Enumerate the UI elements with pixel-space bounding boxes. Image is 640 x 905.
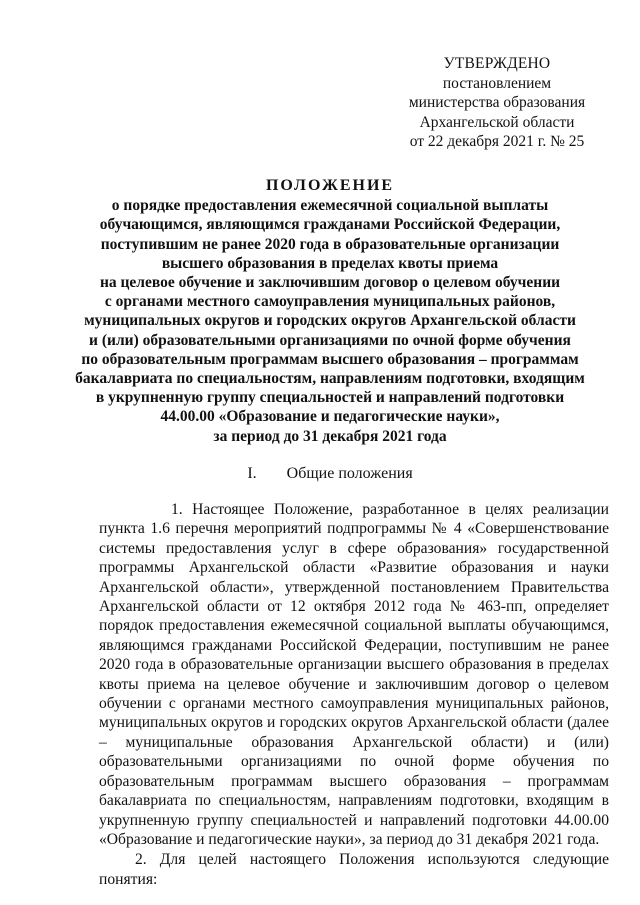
heading-line: по образовательным программам высшего образования – программам bbox=[81, 350, 579, 368]
heading-line: в укрупненную группу специальностей и направлений подготовки bbox=[95, 389, 565, 407]
approval-line: Архангельской области bbox=[419, 113, 575, 131]
document-heading bbox=[70, 176, 590, 446]
heading-line: муниципальных округов и городских округов Архангельской области bbox=[84, 312, 576, 330]
approval-title: УТВЕРЖДЕНО bbox=[443, 55, 551, 72]
paragraph-text: Настоящее Положение, разработанное в целях реализации пункта 1.6 перечня мероприятий подпрограммы № 4 «Совершенствование системы предоставления услуг в сфере образования» государственной программы Архангельской области «Развитие образования и науки Архангельской области», утвержденной постановлением Правительства Архангельской области от 12 октября 2012 года № 463-пп, определяет порядок предоставления ежемесячной социальной выплаты обучающимся, являющимся гражданами Российской Федерации, поступившим не ранее 2020 года в образовательные организации высшего образования в пределах квоты приема на целевое обучение и заключившим договор о целевом обучении с органами местного самоуправления муниципальных районов, муниципальных округов и городских округов Архангельской области (далее – муниципальные образования Архангельской области) и (или) образовательными организациями по очной форме обучения по образовательным программам высшего образования – программам бакалавриата по специальностям, направлениям подготовки, входящим в укрупненную группу специальностей и направлений подготовки 44.00.00 «Образование и педагогические науки», за период до 31 декабря 2021 года. bbox=[99, 501, 609, 848]
section-heading bbox=[70, 465, 590, 483]
section-number: I. bbox=[247, 465, 257, 482]
paragraph bbox=[99, 500, 609, 849]
heading-line: обучающимся, являющимся гражданами Российской Федерации, bbox=[99, 216, 561, 234]
heading-line: и (или) образовательными организациями по очной форме обучения bbox=[89, 331, 571, 349]
approval-line: министерства образования bbox=[408, 94, 586, 111]
section-title: Общие положения bbox=[286, 465, 413, 482]
heading-line: с органами местного самоуправления муниципальных районов, bbox=[104, 293, 556, 311]
heading-line: за период до 31 декабря 2021 года bbox=[213, 427, 447, 445]
heading-line: бакалавриата по специальностям, направлениям подготовки, входящим bbox=[75, 370, 585, 388]
paragraph-number: 2. bbox=[135, 851, 147, 869]
approval-line: от 22 декабря 2021 г. № 25 bbox=[409, 133, 585, 150]
paragraph-text: Для целей настоящего Положения используются следующие понятия: bbox=[99, 851, 609, 888]
document-title: ПОЛОЖЕНИЕ bbox=[265, 177, 395, 194]
heading-line: высшего образования в пределах квоты приема bbox=[161, 254, 499, 272]
heading-line: поступившим не ранее 2020 года в образовательные организации bbox=[100, 235, 560, 253]
approval-stamp bbox=[392, 54, 602, 152]
heading-line: о порядке предоставления ежемесячной социальной выплаты bbox=[111, 197, 549, 215]
heading-line: на целевое обучение и заключившим договор о целевом обучении bbox=[99, 274, 561, 292]
paragraph-number: 1. bbox=[171, 501, 183, 518]
heading-line: 44.00.00 «Образование и педагогические науки», bbox=[160, 408, 500, 426]
document-body bbox=[99, 500, 609, 889]
approval-line: постановлением bbox=[442, 74, 552, 92]
paragraph bbox=[99, 850, 609, 889]
